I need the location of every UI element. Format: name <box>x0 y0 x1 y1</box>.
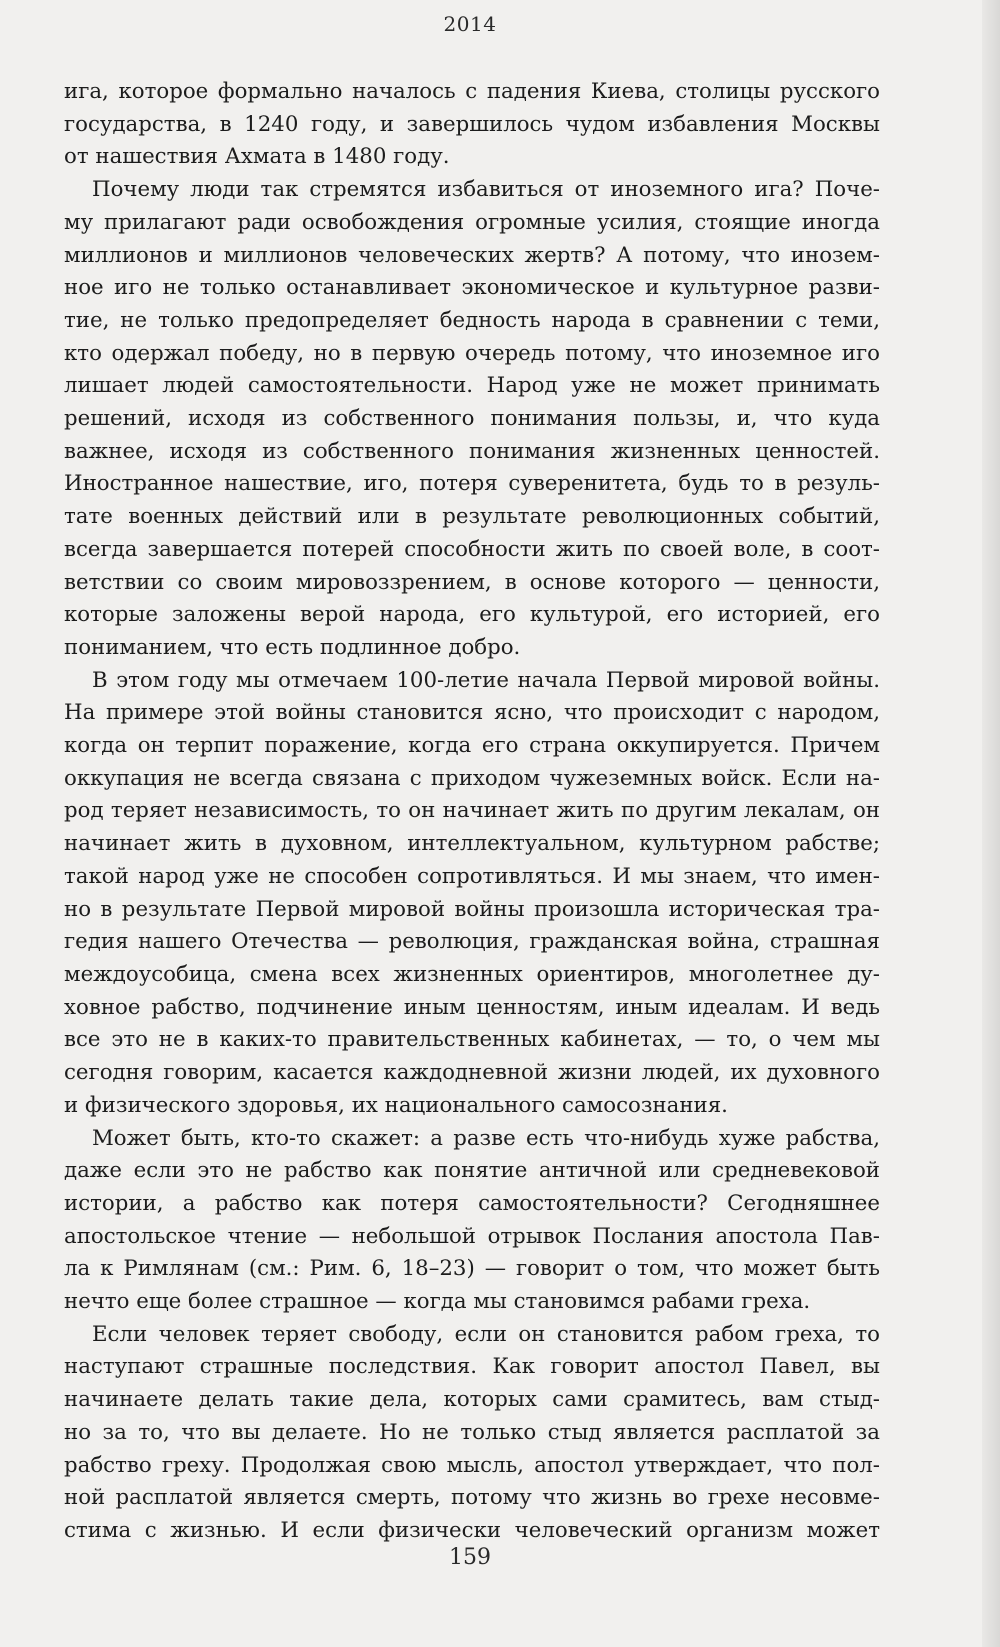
text-line: ига, которое формально началось с падения Киева, столицы русского <box>64 79 880 104</box>
text-line: нечто еще более страшное — когда мы становимся рабами греха. <box>64 1289 811 1315</box>
text-line: междоусобица, смена всех жизненных ориентиров, многолетнее ду- <box>64 961 880 987</box>
text-line: ховное рабство, подчинение иным ценностям, иным идеалам. И ведь <box>64 994 880 1020</box>
text-line: Может быть, кто-то скажет: а разве есть что-нибудь хуже рабства, <box>92 1125 880 1151</box>
page-edge <box>982 0 1000 1647</box>
text-line: Если человек теряет свободу, если он становится рабом греха, то <box>92 1321 880 1347</box>
text-line: апостольское чтение — небольшой отрывок Послания апостола Пав- <box>64 1223 880 1249</box>
text-line: но за то, что вы делаете. Но не только стыд является расплатой за <box>64 1419 880 1445</box>
text-line: начинает жить в духовном, интеллектуальном, культурном рабстве; <box>64 831 880 857</box>
text-line: важнее, исходя из собственного понимания жизненных ценностей. <box>64 438 880 464</box>
text-line: решений, исходя из собственного понимания пользы, и, что куда <box>64 406 880 432</box>
text-line: наступают страшные последствия. Как говорит апостол Павел, вы <box>64 1354 880 1380</box>
paragraph <box>64 665 880 1123</box>
text-line: и физического здоровья, их национального самосознания. <box>64 1092 728 1118</box>
text-line: На примере этой войны становится ясно, что происходит с народом, <box>64 700 880 726</box>
text-line: государства, в 1240 году, и завершилось чудом избавления Москвы <box>64 111 880 137</box>
text-line: кто одержал победу, но в первую очередь потому, что иноземное иго <box>64 340 880 366</box>
text-line: миллионов и миллионов человеческих жертв? А потому, что инозем- <box>64 242 880 268</box>
text-line: пониманием, что есть подлинное добро. <box>64 634 521 660</box>
text-line: стима с жизнью. И если физически человеческий организм может <box>64 1517 880 1543</box>
text-line: которые заложены верой народа, его культурой, его историей, его <box>64 602 880 628</box>
body-text <box>64 76 880 1548</box>
text-line: ной расплатой является смерть, потому что жизнь во грехе несовме- <box>64 1485 880 1511</box>
text-line: тате военных действий или в результате революционных событий, <box>64 504 880 530</box>
text-line: гедия нашего Отечества — революция, гражданская война, страшная <box>64 929 880 955</box>
text-line: все это не в каких-то правительственных кабинетах, — то, о чем мы <box>64 1027 880 1053</box>
text-line: оккупация не всегда связана с приходом чужеземных войск. Если на- <box>64 765 880 791</box>
text-line: лишает людей самостоятельности. Народ уже не может принимать <box>64 373 880 399</box>
text-line: род теряет независимость, то он начинает жить по другим лекалам, он <box>64 798 880 824</box>
text-line: ветствии со своим мировоззрением, в основе которого — ценности, <box>64 569 880 595</box>
text-line: сегодня говорим, касается каждодневной жизни людей, их духовного <box>64 1060 880 1086</box>
text-line: ное иго не только останавливает экономическое и культурное разви- <box>64 275 880 301</box>
text-line: В этом году мы отмечаем 100-летие начала Первой мировой войны. <box>92 667 880 693</box>
text-line: но в результате Первой мировой войны произошла историческая тра- <box>64 896 880 922</box>
running-head-year: 2014 <box>443 12 497 36</box>
text-line: му прилагают ради освобождения огромные усилия, стоящие иногда <box>64 209 880 235</box>
text-line: даже если это не рабство как понятие античной или средневековой <box>64 1158 880 1184</box>
text-line: всегда завершается потерей способности жить по своей воле, в соот- <box>64 536 880 562</box>
text-line: истории, а рабство как потеря самостоятельности? Сегодняшнее <box>64 1190 880 1216</box>
text-line: от нашествия Ахмата в 1480 году. <box>64 144 450 170</box>
text-line: такой народ уже не способен сопротивляться. И мы знаем, что имен- <box>64 863 880 889</box>
text-line: ла к Римлянам (см.: Рим. 6, 18–23) — говорит о том, что может быть <box>64 1256 880 1282</box>
page-number: 159 <box>449 1545 491 1570</box>
text-line: Почему люди так стремятся избавиться от иноземного ига? Поче- <box>92 177 880 203</box>
text-line: когда он терпит поражение, когда его страна оккупируется. Причем <box>64 733 880 759</box>
text-line: начинаете делать такие дела, которых сами срамитесь, вам стыд- <box>64 1387 880 1413</box>
text-line: Иностранное нашествие, иго, потеря суверенитета, будь то в резуль- <box>64 471 880 497</box>
paragraph <box>64 76 880 174</box>
paragraph <box>64 1123 880 1319</box>
paragraph <box>64 1319 880 1548</box>
paragraph <box>64 174 880 665</box>
text-line: рабство греху. Продолжая свою мысль, апостол утверждает, что пол- <box>64 1452 880 1478</box>
text-line: тие, не только предопределяет бедность народа в сравнении с теми, <box>64 307 880 333</box>
